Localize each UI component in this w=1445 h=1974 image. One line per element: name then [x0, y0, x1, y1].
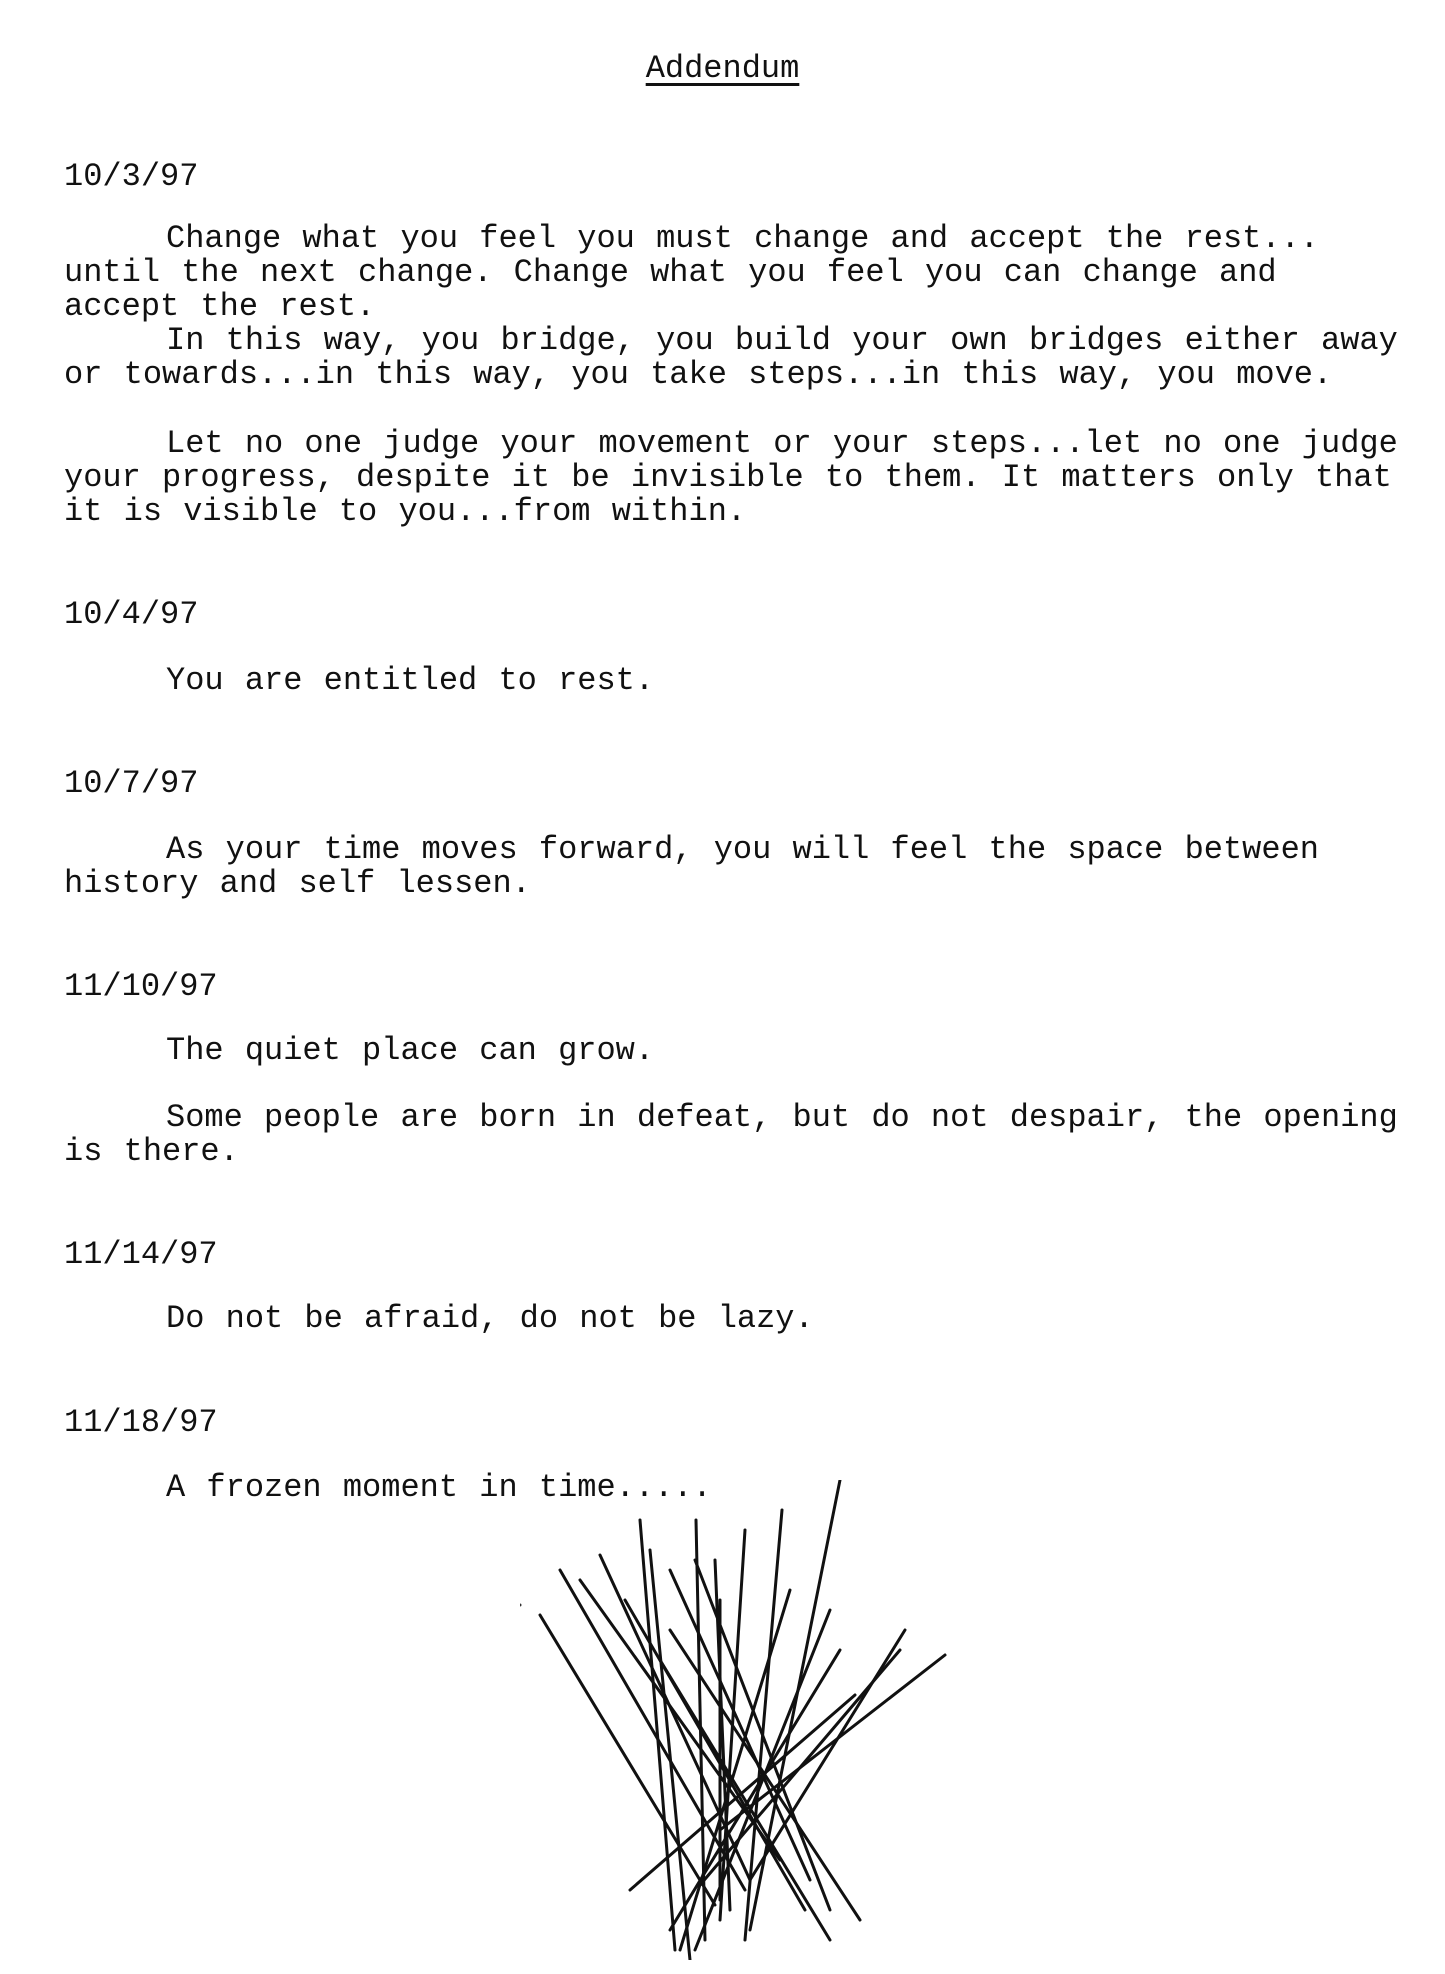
entry-paragraph: The quiet place can grow.: [166, 1032, 655, 1069]
entry-date: 10/4/97: [64, 596, 199, 633]
entry-paragraph: Some people are born in defeat, but do not despair, the opening is there.: [64, 1099, 1398, 1170]
entry-paragraph: As your time moves forward, you will feel the space between history and self lessen.: [64, 831, 1319, 902]
entry-date: 10/3/97: [64, 158, 199, 195]
entry-paragraph: In this way, you bridge, you build your own bridges either away or towards...in this way, you take steps...in this way, you move.: [64, 322, 1398, 393]
stick-sketch-drawing: [520, 1480, 970, 1960]
entry-paragraph: You are entitled to rest.: [166, 662, 655, 699]
entry-date: 11/14/97: [64, 1236, 218, 1273]
entry-paragraph: Let no one judge your movement or your steps...let no one judge your progress, despite it be invisible to them. It matters only that it is visible to you...from within.: [64, 425, 1398, 530]
entry-date: 11/10/97: [64, 968, 218, 1005]
document-title: Addendum: [645, 50, 800, 87]
entry-date: 10/7/97: [64, 765, 199, 802]
entry-date: 11/18/97: [64, 1404, 218, 1441]
entry-paragraph: A frozen moment in time.....: [166, 1469, 712, 1506]
entry-paragraph: Do not be afraid, do not be lazy.: [166, 1300, 814, 1337]
entry-paragraph: Change what you feel you must change and accept the rest... until the next change. Change what you feel you can change and accept the rest.: [64, 220, 1319, 325]
